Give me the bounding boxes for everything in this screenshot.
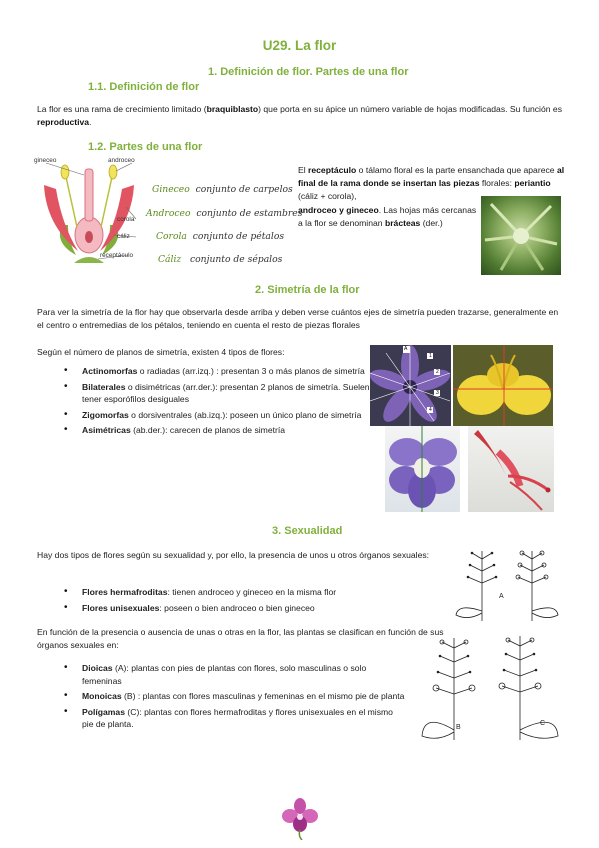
asymmetric-photo <box>468 426 554 512</box>
asymmetric-flower-art <box>468 426 554 512</box>
bilateral-flower-art <box>453 345 553 426</box>
section-1-heading: 1. Definición de flor. Partes de una flor <box>208 66 409 78</box>
list-item: • Dioicas (A): plantas con pies de plantas con flores, solo masculinas o solo femeninas <box>46 662 406 687</box>
bracts-photo <box>481 196 561 275</box>
bracts-photo-art <box>481 196 561 275</box>
list-item: • Zigomorfas o dorsiventrales (ab.izq.): poseen un único plano de simetría <box>46 409 376 422</box>
drawing-label-c: C <box>540 720 546 727</box>
legend-corola: Corola conjunto de pétalos <box>156 231 285 242</box>
axis-label: 4 <box>429 407 432 413</box>
symmetry-types-list <box>46 365 376 440</box>
symmetry-types-intro: Según el número de planos de simetría, existen 4 tipos de flores: <box>37 347 285 357</box>
actinomorphic-flower-art <box>370 345 451 426</box>
symmetry-intro: Para ver la simetría de la flor hay que observarla desde arriba y deben verse cuántos ejes de simetría pueden trazarse, generalmente en el centro o entremedias de los pétalos, teniendo en cuenta el resto de piezas florales <box>37 307 559 331</box>
list-item: • Asimétricas (ab.der.): carecen de planos de simetría <box>46 424 376 437</box>
label-gineceo: gineceo <box>34 157 57 164</box>
receptaculo-paragraph: El receptáculo o tálamo floral es la parte ensanchada que aparece al final de la rama donde se insertan las piezas florales: periantio (cáliz + corola), <box>298 165 565 202</box>
list-item: • Actinomorfas o radiadas (arr.izq.) : presentan 3 o más planos de simetría <box>46 365 376 378</box>
label-caliz: cáliz <box>117 233 130 240</box>
legend-caliz: Cáliz conjunto de sépalos <box>158 254 283 265</box>
actinomorphic-photo <box>370 345 451 426</box>
list-item: • Polígamas (C): plantas con flores hermafroditas y flores unisexuales en el mismo pie de planta. <box>46 706 406 731</box>
label-androceo: androceo <box>108 157 135 164</box>
section-3-heading: 3. Sexualidad <box>272 525 343 537</box>
list-item: • Flores hermafroditas: tienen androceo y gineceo en la misma flor <box>46 586 446 599</box>
flower-types-list <box>46 586 446 617</box>
legend-gineceo: Gineceo conjunto de carpelos <box>152 184 293 195</box>
bilateral-photo <box>453 345 553 426</box>
subsection-1-2-heading: 1.2. Partes de una flor <box>88 141 203 153</box>
definition-paragraph: La flor es una rama de crecimiento limitado (braquiblasto) que porta en su ápice un número variable de hojas modificadas. Su función es reproductiva. <box>37 104 562 128</box>
receptaculo-paragraph-cont: androceo y gineceo. Las hojas más cercanas a la flor se denominan brácteas (der.) <box>298 205 477 229</box>
label-corola: corola <box>117 216 135 223</box>
list-item: • Monoicas (B) : plantas con flores masculinas y femeninas en el mismo pie de planta <box>46 690 406 703</box>
label-receptaculo: receptáculo <box>100 252 134 259</box>
monoecious-polygamous-drawing <box>420 632 562 744</box>
dioecious-plants-drawing <box>452 545 562 625</box>
drawing-label-a: A <box>499 593 504 600</box>
axis-label: 1 <box>429 353 432 359</box>
axis-label: A <box>404 346 408 352</box>
page-title: U29. La flor <box>262 38 337 53</box>
plant-types-list <box>46 662 406 734</box>
subsection-1-1-heading: 1.1. Definición de flor <box>88 81 200 93</box>
plants-intro: En función de la presencia o ausencia de unas o otras en la flor, las plantas se clasifican en función de sus órganos sexuales en: <box>37 627 444 651</box>
axis-label: 3 <box>436 390 439 396</box>
sexuality-intro: Hay dos tipos de flores según su sexualidad y, por ello, la presencia de unos u otros órganos sexuales: <box>37 550 430 560</box>
section-2-heading: 2. Simetría de la flor <box>255 284 360 296</box>
zygomorphic-photo <box>385 426 460 512</box>
legend-androceo: Androceo conjunto de estambres <box>146 208 303 219</box>
list-item: • Flores unisexuales: poseen o bien androceo o bien gineceo <box>46 602 446 615</box>
axis-label: 2 <box>436 369 439 375</box>
zygomorphic-flower-art <box>385 426 460 512</box>
drawing-label-b: B <box>456 724 461 731</box>
orchid-footer-icon <box>282 798 318 840</box>
list-item: • Bilaterales o disimétricas (arr.der.): presentan 2 planos de simetría. Suelen tener esporófilos desiguales <box>46 381 376 406</box>
